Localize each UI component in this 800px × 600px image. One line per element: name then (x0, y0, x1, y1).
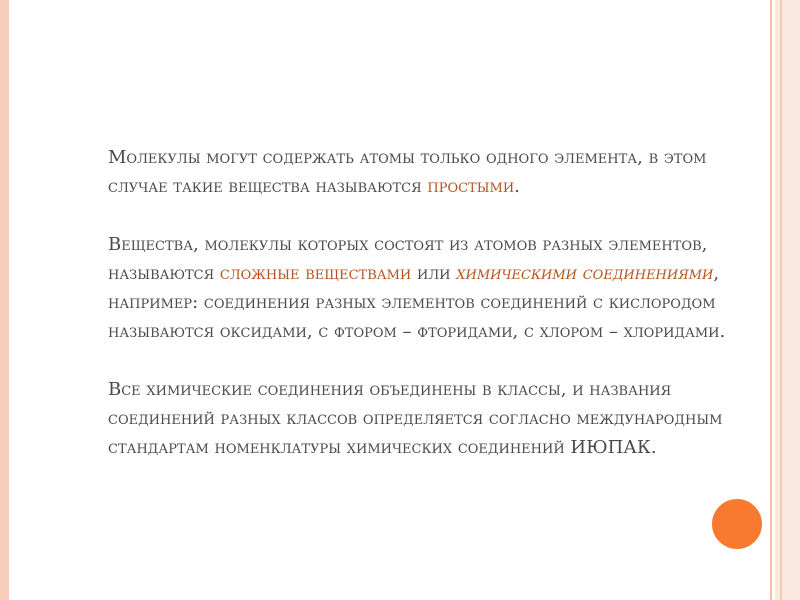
right-border-line-inner (780, 0, 782, 600)
term-complex-substances: сложные веществами (219, 263, 412, 284)
paragraph-iupac (108, 375, 770, 462)
paragraph-text: Молекулы могут содержать атомы только одного элемента, в этом случае такие вещества называются (108, 147, 707, 197)
right-border-line (770, 0, 772, 600)
term-simple: простыми (427, 176, 515, 197)
paragraph-text: Все химические соединения объединены в классы, и названия соединений разных классов определяется согласно международным стандартам номенклатуры химических соединений (108, 379, 723, 458)
paragraph-text: , например: соединения разных элементов соединений с кислородом называются оксидами, с фтором – фторидами, с хлором – хлоридами. (108, 263, 726, 342)
paragraph-compound-substances (108, 230, 770, 346)
slide-body (108, 143, 770, 491)
paragraph-text: Вещества, молекулы которых состоят из атомов разных элементов, называются (108, 234, 708, 284)
decorative-circle (712, 499, 762, 549)
paragraph-text: . (514, 176, 520, 197)
paragraph-text: или (411, 263, 457, 284)
right-border-band (775, 0, 800, 600)
left-border-stripe (0, 0, 9, 600)
paragraph-simple-substances (108, 143, 770, 201)
iupac-label: ИЮПАК. (570, 437, 657, 458)
term-chemical-compounds: химическими соединениями (456, 263, 714, 284)
